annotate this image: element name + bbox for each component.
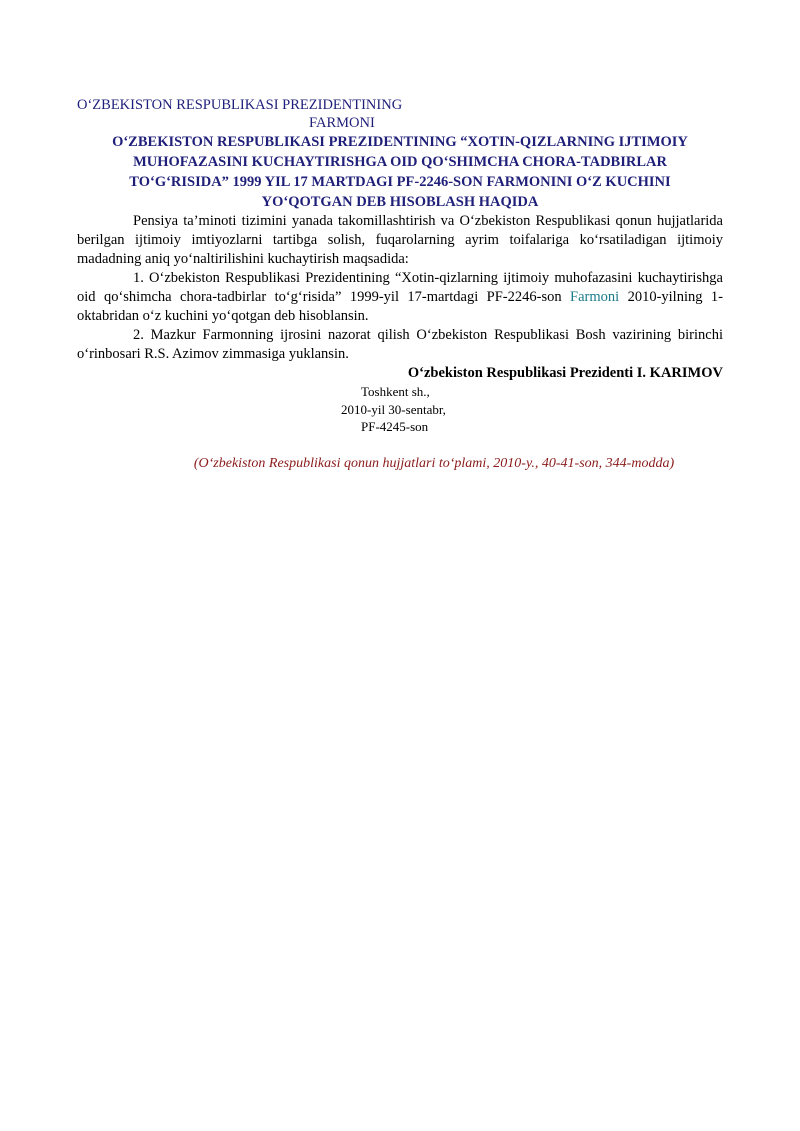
preamble-paragraph: Pensiya ta’minoti tizimini yanada takomillashtirish va O‘zbekiston Respublikasi qonun hujjatlarida berilgan ijtimoiy imtiyozlarni tartibga solish, fuqarolarning ayrim toifalariga ko‘rsatiladigan ijtimoiy madadning aniq yo‘naltirilishini kuchaytirish maqsadida: <box>77 213 723 267</box>
document-number: PF-4245-son <box>361 419 429 434</box>
source-citation: (O‘zbekiston Respublikasi qonun hujjatlari to‘plami, 2010-y., 40-41-son, 344-modda) <box>193 455 675 471</box>
header-line-1: O‘ZBEKISTON RESPUBLIKASI PREZIDENTINING <box>77 97 403 113</box>
item-1-text-after: 2010-yilning 1-oktabridan o‘z kuchini yo‘qotgan deb hisoblansin. <box>77 289 723 324</box>
item-1-text-before: 1. O‘zbekiston Respublikasi Prezidentining “Xotin-qizlarning ijtimoiy muhofazasini kuchaytirishga oid qo‘shimcha chora-tadbirlar to‘g‘risida” 1999-yil 17-martdagi PF-2246-son <box>77 270 723 305</box>
item-2-paragraph: 2. Mazkur Farmonning ijrosini nazorat qilish O‘zbekiston Respublikasi Bosh vazirining birinchi o‘rinbosari R.S. Azimov zimmasiga yuklansin. <box>77 327 723 362</box>
signature: O‘zbekiston Respublikasi Prezidenti I. KARIMOV <box>407 365 723 381</box>
title-line-2: MUHOFAZASINI KUCHAYTIRISHGA OID QO‘SHIMCHA CHORA-TADBIRLAR <box>133 154 667 170</box>
document-page <box>77 96 723 473</box>
title-line-1: O‘ZBEKISTON RESPUBLIKASI PREZIDENTINING “XOTIN-QIZLARNING IJTIMOIY <box>112 134 688 150</box>
title-line-4: YO‘QOTGAN DEB HISOBLASH HAQIDA <box>261 194 539 210</box>
place: Toshkent sh., <box>361 384 430 399</box>
item-1-paragraph <box>77 269 723 326</box>
date: 2010-yil 30-sentabr, <box>341 401 446 417</box>
header-line-2: FARMONI <box>309 115 375 131</box>
farmoni-link[interactable]: Farmoni <box>570 289 620 305</box>
document-title <box>77 132 723 212</box>
title-line-3: TO‘G‘RISIDA” 1999 YIL 17 MARTDAGI PF-2246-SON FARMONINI O‘Z KUCHINI <box>129 174 671 190</box>
